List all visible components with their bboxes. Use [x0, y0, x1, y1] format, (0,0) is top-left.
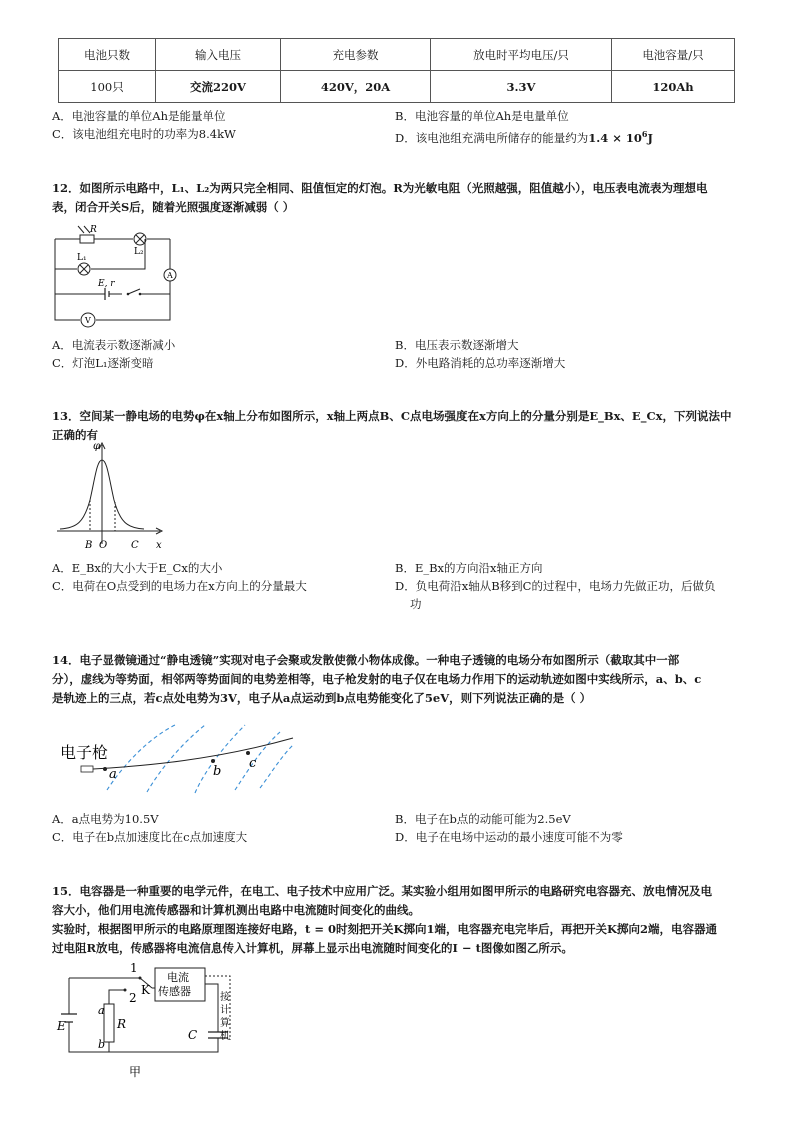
q15-stem-line4: 过电阻R放电，传感器将电流信息传入计算机，屏幕上显示出电流随时间变化的I − t图像如图乙所示。: [52, 941, 573, 955]
origin-label: O: [99, 540, 108, 551]
q12-stem-line1: 12．如图所示电路中，L₁、L₂为两只完全相同、阻值恒定的灯泡。R为光敏电阻（光照越强，阻值越小），电压表电流表为理想电: [52, 181, 708, 195]
q13-option-d-line2: 功: [410, 597, 422, 611]
electron-gun-label: 电子枪: [60, 743, 109, 762]
switch-terminal-1-label: 1: [130, 961, 138, 975]
resistor-end-b-label: b: [98, 1038, 106, 1051]
q15-circuit-diagram: [55, 962, 245, 1082]
computer-label-char: 接: [220, 992, 230, 1003]
q15-stem-line3: 实验时，根据图甲所示的电路原理图连接好电路，t = 0时刻把开关K掷向1端，电容器充电完毕后，再把开关K掷向2端，电容器通: [52, 922, 717, 936]
table-cell: 100只: [59, 71, 156, 103]
ammeter-label: A: [167, 271, 173, 280]
q11-option-d-text: D．该电池组充满电所储存的能量约为: [395, 130, 589, 145]
q11-option-d-exponent: 6: [641, 129, 648, 139]
switch-terminal-2-label: 2: [129, 991, 137, 1005]
q11-option-c: C．该电池组充电时的功率为8.4kW: [52, 127, 236, 141]
q13-option-b: B．E_Bx的方向沿x轴正方向: [395, 561, 543, 575]
table-header-row: [59, 39, 735, 71]
q14-option-a: A．a点电势为10.5V: [52, 812, 159, 826]
q12-option-a: A．电流表示数逐渐减小: [52, 338, 176, 352]
q14-option-d: D．电子在电场中运动的最小速度可能不为零: [395, 830, 623, 844]
q12-circuit-diagram: [50, 222, 190, 332]
q13-stem-line2: 正确的有: [52, 428, 98, 442]
sensor-label-line2: 传感器: [158, 985, 191, 998]
point-b-label: B: [85, 540, 93, 551]
point-c-label: C: [131, 540, 139, 551]
q14-option-b: B．电子在b点的动能可能为2.5eV: [395, 812, 571, 826]
battery-label: E, r: [98, 279, 115, 289]
switch-k-label: K: [141, 983, 150, 997]
q15-stem: [52, 882, 752, 958]
q11-option-d-value: 1.4 × 10: [588, 130, 642, 145]
q14-stem-line1: 14．电子显微镜通过“静电透镜”实现对电子会聚或发散使微小物体成像。一种电子透镜的电场分布如图所示（截取其中一部: [52, 653, 680, 667]
q11-option-d: [395, 126, 653, 146]
figure-caption: 甲: [129, 1065, 142, 1079]
capacitor-label: C: [188, 1028, 198, 1042]
resistor-label: R: [90, 225, 97, 235]
q12-option-b: B．电压表示数逐渐增大: [395, 338, 519, 352]
q12-stem-line2: 表，闭合开关S后，随着光照强度逐渐减弱（ ）: [52, 200, 295, 214]
q12-option-d: D．外电路消耗的总功率逐渐增大: [395, 356, 566, 370]
phi-axis-label: φ: [93, 441, 101, 452]
table-header-cell: 电池只数: [59, 39, 156, 71]
battery-e-label: E: [57, 1019, 66, 1033]
point-c-label: c: [249, 756, 257, 771]
q15-stem-line1: 15．电容器是一种重要的电学元件，在电工、电子技术中应用广泛。某实验小组用如图甲所示的电路研究电容器充、放电情况及电: [52, 884, 712, 898]
table-row: [59, 71, 735, 103]
table-header-cell: 放电时平均电压/只: [431, 39, 612, 71]
q11-option-a: A．电池容量的单位Ah是能量单位: [52, 109, 226, 123]
computer-label-char: 计: [220, 1005, 230, 1016]
lamp-l1-label: L₁: [77, 253, 87, 263]
q11-option-b: B．电池容量的单位Ah是电量单位: [395, 109, 569, 123]
voltmeter-label: V: [85, 316, 91, 325]
x-axis-label: x: [156, 540, 162, 551]
table-header-cell: 电池容量/只: [612, 39, 735, 71]
resistor-end-a-label: a: [98, 1004, 105, 1017]
q14-stem: [52, 651, 752, 708]
computer-label-char: 机: [220, 1031, 230, 1042]
point-a-label: a: [109, 767, 117, 782]
q13-option-d-line1: D．负电荷沿x轴从B移到C的过程中，电场力先做正功，后做负: [395, 579, 716, 593]
table-header-cell: 输入电压: [156, 39, 281, 71]
lamp-l2-label: L₂: [134, 247, 144, 257]
q14-stem-line2: 分），虚线为等势面，相邻两等势面间的电势差相等，电子枪发射的电子仅在电场力作用下的运动轨迹如图中实线所示，a、b、c: [52, 672, 702, 686]
q11-option-d-unit: J: [647, 130, 653, 145]
table-cell: 120Ah: [612, 71, 735, 103]
q14-electron-lens-diagram: [55, 720, 300, 795]
q15-stem-line2: 容大小，他们用电流传感器和计算机测出电路中电流随时间变化的曲线。: [52, 903, 420, 917]
q12-stem: [52, 179, 752, 217]
table-cell: 3.3V: [431, 71, 612, 103]
battery-spec-table: [58, 38, 735, 103]
table-header-cell: 充电参数: [281, 39, 431, 71]
table-cell: 420V，20A: [281, 71, 431, 103]
q14-option-c: C．电子在b点加速度比在c点加速度大: [52, 830, 248, 844]
resistor-r-label: R: [117, 1017, 127, 1031]
q13-option-c: C．电荷在O点受到的电场力在x方向上的分量最大: [52, 579, 307, 593]
computer-label-char: 算: [220, 1018, 230, 1029]
q13-option-a: A．E_Bx的大小大于E_Cx的大小: [52, 561, 223, 575]
table-cell: 交流220V: [156, 71, 281, 103]
sensor-label-line1: 电流: [167, 971, 189, 984]
q13-stem-line1: 13．空间某一静电场的电势φ在x轴上分布如图所示，x轴上两点B、C点电场强度在x方向上的分量分别是E_Bx、E_Cx，下列说法中: [52, 409, 732, 423]
point-b-label: b: [213, 764, 222, 779]
q14-stem-line3: 是轨迹上的三点，若c点处电势为3V，电子从a点运动到b点电势能变化了5eV，则下列说法正确的是（ ）: [52, 691, 592, 705]
q13-potential-graph: [52, 440, 172, 556]
q12-option-c: C．灯泡L₁逐渐变暗: [52, 356, 154, 370]
